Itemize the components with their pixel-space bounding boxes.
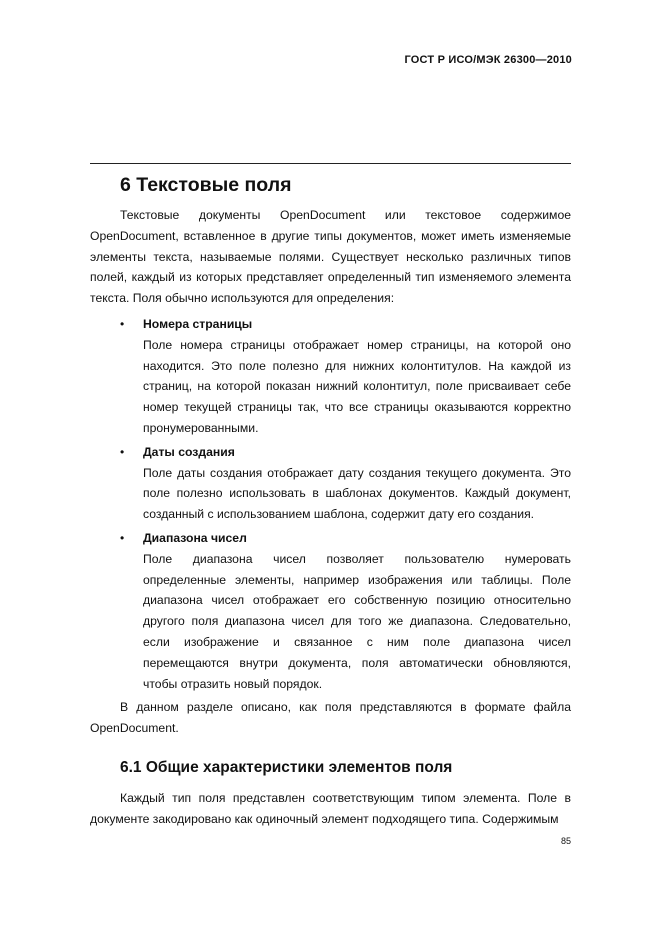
list-item-body: Поле номера страницы отображает номер страницы, на которой оно находится. Это поле полезно для нижних колонтитулов. На каждой из страниц, на которой показан нижний колонтитул, поле присваивает себе номер текущей страницы так, что все страницы оказываются корректно пронумерованными.: [143, 337, 571, 435]
document-header: ГОСТ Р ИСО/МЭК 26300—2010: [404, 54, 572, 66]
subsection-paragraph: Каждый тип поля представлен соответствующим типом элемента. Поле в документе закодировано как одиночный элемент подходящего типа. Содержимым: [90, 790, 571, 826]
closing-paragraph: В данном разделе описано, как поля представляются в формате файла OpenDocument.: [90, 700, 571, 736]
list-item-title: Диапазона чисел: [143, 530, 247, 545]
bullet-icon: •: [120, 444, 125, 459]
list-item-title: Номера страницы: [143, 316, 253, 331]
page-number: 85: [560, 836, 571, 846]
page-content: [90, 172, 571, 830]
list-item-creation-date: [90, 442, 571, 525]
intro-paragraph: Текстовые документы OpenDocument или текстовое содержимое OpenDocument, вставленное в другие типы документов, может иметь изменяемые элементы текста, называемые полями. Существует несколько различных типов полей, каждый из которых представляет определенный тип изменяемого элемента текста. Поля обычно используются для определения:: [90, 208, 571, 306]
list-item-body: Поле даты создания отображает дату создания текущего документа. Это поле полезно использовать в шаблонах документов. Каждый документ, созданный с использованием шаблона, содержит дату его создания.: [143, 465, 571, 522]
header-divider: [90, 163, 571, 164]
subsection-title: 6.1 Общие характеристики элементов поля: [120, 758, 453, 776]
list-item-body: Поле диапазона чисел позволяет пользователю нумеровать определенные элементы, например изображения или таблицы. Поле диапазона чисел отображает его собственную позицию относительно другого поля диапазона чисел для того же диапазона. Следовательно, если изображение и связанное с ним поле диапазона чисел перемещаются внутри документа, поля автоматически обновляются, чтобы отразить новый порядок.: [143, 551, 571, 691]
field-types-list: [90, 314, 571, 694]
list-item-page-number: [90, 314, 571, 439]
bullet-icon: •: [120, 316, 125, 331]
list-item-number-range: [90, 528, 571, 694]
list-item-title: Даты создания: [143, 444, 235, 459]
section-title: 6 Текстовые поля: [120, 174, 292, 196]
bullet-icon: •: [120, 530, 125, 545]
